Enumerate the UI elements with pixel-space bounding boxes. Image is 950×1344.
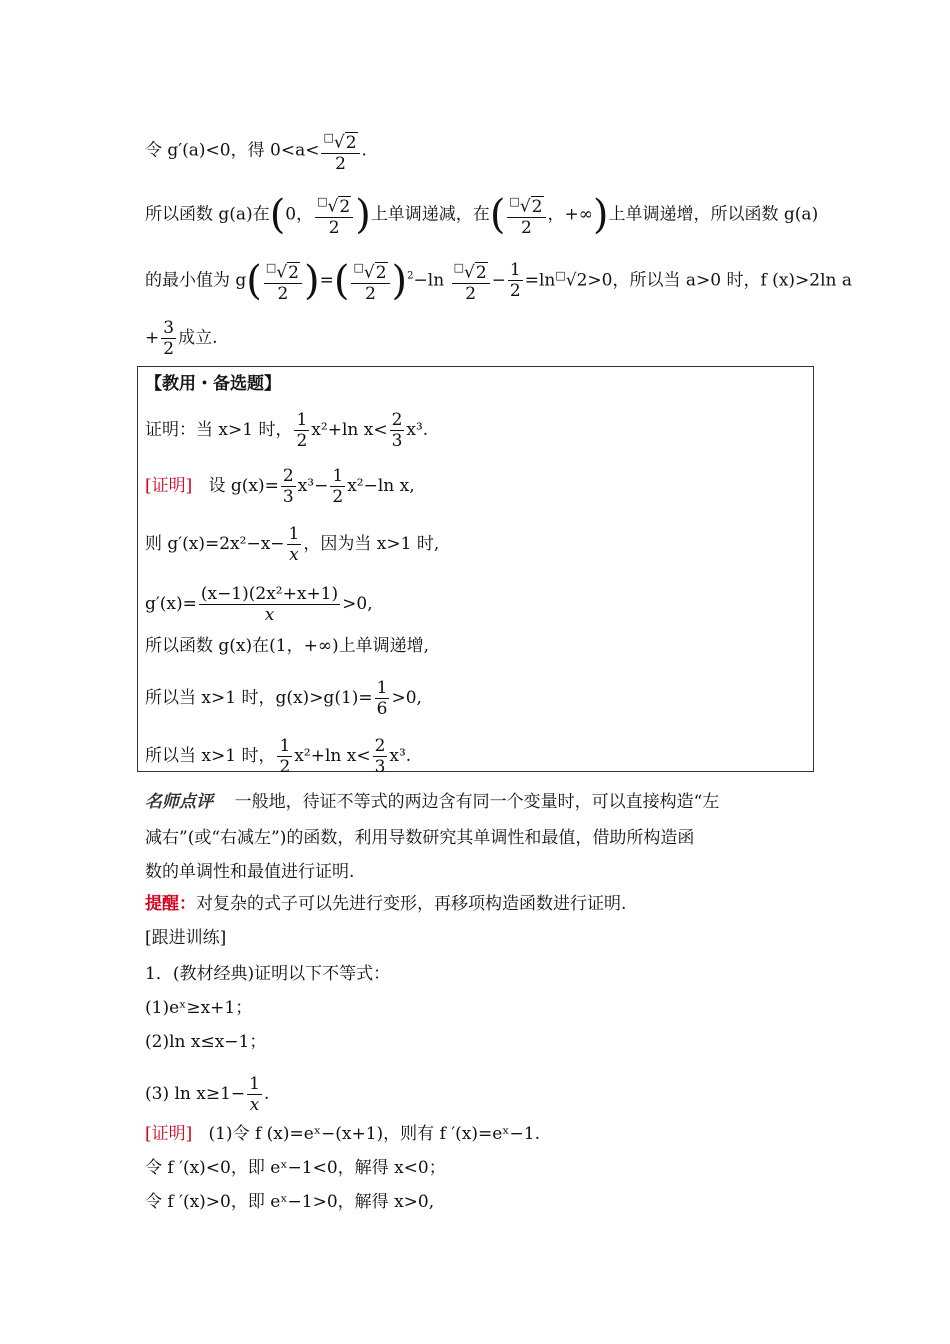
box-title: 【教用・备选题】 <box>145 374 281 394</box>
follow-sub-2: (2)ln x≤x−1； <box>145 1032 267 1052</box>
review-line-3: 数的单调性和最值进行证明. <box>145 862 355 882</box>
review-label: 名师点评 <box>145 792 213 811</box>
proof-tag: [证明] <box>145 476 193 496</box>
text: 令 g′(a)<0，得 0<a< <box>145 140 320 161</box>
follow-sub-3: (3) ln x≥1− $\frac{1}{x}$ . <box>145 1074 270 1115</box>
tip-label: 提醒： <box>145 894 196 914</box>
box-claim: 证明：当 x>1 时， $\frac{1}{2}$ x²+ln x< $\frac{2}{3}$ x³. <box>145 410 429 451</box>
box-proof-4: 所以函数 g(x)在(1，+∞)上单调递增, <box>145 636 430 656</box>
follow-proof-2: 令 f ′(x)<0，即 eˣ−1<0，解得 x<0； <box>145 1158 446 1178</box>
fraction: $\frac{^□√2}{2}$ <box>321 128 359 174</box>
follow-proof-3: 令 f ′(x)>0，即 eˣ−1>0，解得 x>0, <box>145 1192 435 1212</box>
box-proof-3: g′(x)= $\frac{\text{(x−1)(2x²+x+1)}}{x}$ >0, <box>145 584 373 625</box>
box-proof-6: 所以当 x>1 时， $\frac{1}{2}$ x²+ln x< $\frac{2}{3}$ x³. <box>145 736 412 777</box>
line-solution-1 <box>145 128 367 174</box>
box-proof-1: [证明] 设 g(x)= $\frac{2}{3}$ x³− $\frac{1}{2}$ x²−ln x, <box>145 466 415 507</box>
proof-tag: [证明] <box>145 1124 193 1144</box>
line-solution-3: 的最小值为 g( $\frac{^□√2}{2}$ )=( $\frac{^□√2}{2}$ )$^2$−ln $\frac{^□√2}{2}$ − $\frac{1}{2}$ =ln□√2>0，所以当 a>0 时，f (x)>2ln a <box>145 257 853 304</box>
text: . <box>361 140 367 161</box>
review-line-2: 减右”(或“右减左”)的函数，利用导数研究其单调性和最值，借助所构造函 <box>145 828 695 848</box>
follow-question-1: 1．(教材经典)证明以下不等式： <box>145 964 391 984</box>
follow-proof-1: [证明] (1)令 f (x)=eˣ−(x+1)，则有 f ′(x)=eˣ−1. <box>145 1124 540 1144</box>
follow-header: [跟进训练] <box>145 928 227 948</box>
box-proof-2: 则 g′(x)=2x²−x− $\frac{1}{x}$ ，因为当 x>1 时, <box>145 524 440 565</box>
tip-line: 提醒：对复杂的式子可以先进行变形，再移项构造函数进行证明. <box>145 894 627 914</box>
follow-sub-1: (1)eˣ≥x+1； <box>145 998 253 1018</box>
review-line-1: 名师点评 一般地，待证不等式的两边含有同一个变量时，可以直接构造“左 <box>145 792 720 812</box>
box-proof-5: 所以当 x>1 时，g(x)>g(1)= $\frac{1}{6}$ >0, <box>145 678 422 719</box>
line-solution-4: + $\frac{3}{2}$ 成立. <box>145 318 218 359</box>
line-solution-2: 所以函数 g(a)在(0， $\frac{^□√2}{2}$ )上单调递减，在( $\frac{^□√2}{2}$ ，+∞)上单调递增，所以函数 g(a) <box>145 191 819 238</box>
